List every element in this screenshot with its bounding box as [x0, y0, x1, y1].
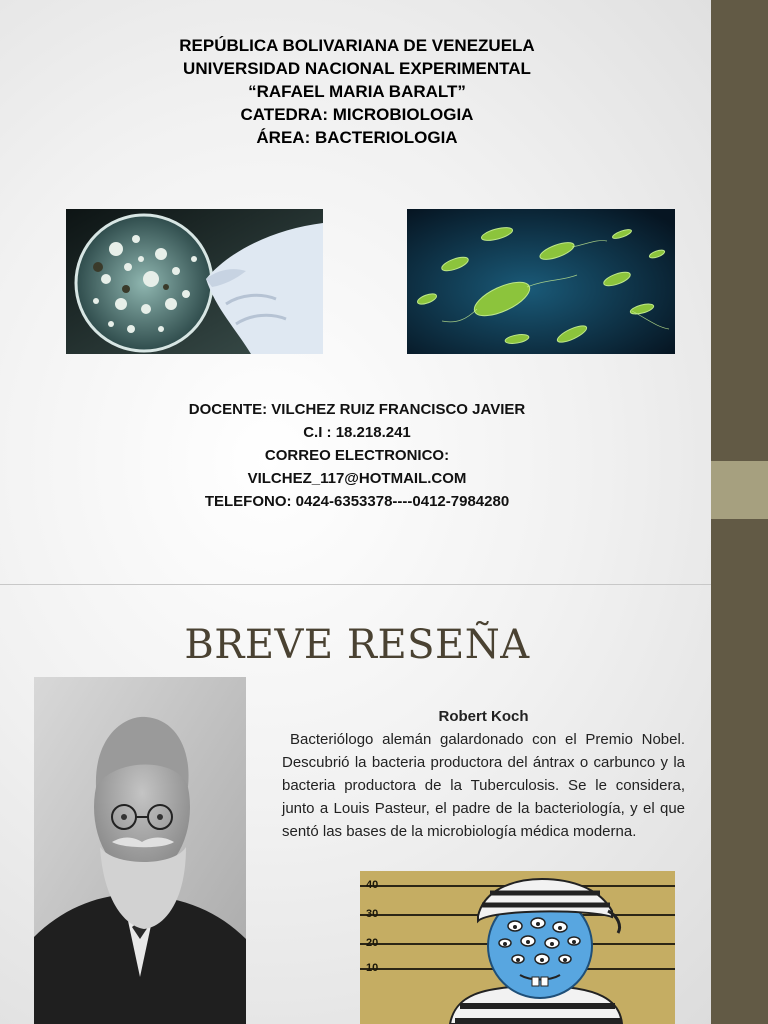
header-line-area: ÁREA: BACTERIOLOGIA — [256, 128, 458, 147]
slide-divider — [0, 584, 711, 585]
bacteria-image — [407, 209, 675, 354]
header-line-country: REPÚBLICA BOLIVARIANA DE VENEZUELA — [179, 36, 535, 55]
petri-dish-image — [66, 209, 323, 354]
height-mark: 40 — [366, 879, 379, 891]
header-line-university-name: “RAFAEL MARIA BARALT” — [248, 82, 466, 101]
institution-header — [60, 34, 654, 149]
email-label: CORREO ELECTRONICO: — [264, 447, 450, 464]
teacher-contact-block — [60, 398, 654, 513]
header-line-chair: CATEDRA: MICROBIOLOGIA — [240, 105, 474, 124]
phone-numbers: TELEFONO: 0424-6353378----0412-7984280 — [204, 493, 510, 510]
biography-name: Robert Koch — [438, 708, 529, 725]
height-mark: 20 — [366, 937, 379, 949]
biography-block — [282, 705, 685, 843]
section-title: BREVE RESEÑA — [184, 622, 530, 668]
height-mark: 30 — [366, 908, 379, 920]
height-mark: 10 — [366, 962, 379, 974]
teacher-name: DOCENTE: VILCHEZ RUIZ FRANCISCO JAVIER — [188, 401, 526, 418]
header-line-university: UNIVERSIDAD NACIONAL EXPERIMENTAL — [183, 59, 531, 78]
cartoon-character-illustration — [360, 871, 675, 1024]
bacteria-mugshot-cartoon — [360, 871, 675, 1024]
robert-koch-portrait — [34, 677, 246, 1024]
side-accent — [711, 461, 768, 519]
teacher-id: C.I : 18.218.241 — [303, 424, 411, 441]
email-address[interactable]: VILCHEZ_117@HOTMAIL.COM — [247, 470, 467, 487]
biography-text: Bacteriólogo alemán galardonado con el Premio Nobel. Descubrió la bacteria productora del ántrax o carbunco y la bacteria productora de la Tuberculosis. Se le considera, junto a Louis Pasteur, el padre de la bacteriología, y el que sentó las bases de la microbiología médica moderna. — [282, 731, 685, 840]
